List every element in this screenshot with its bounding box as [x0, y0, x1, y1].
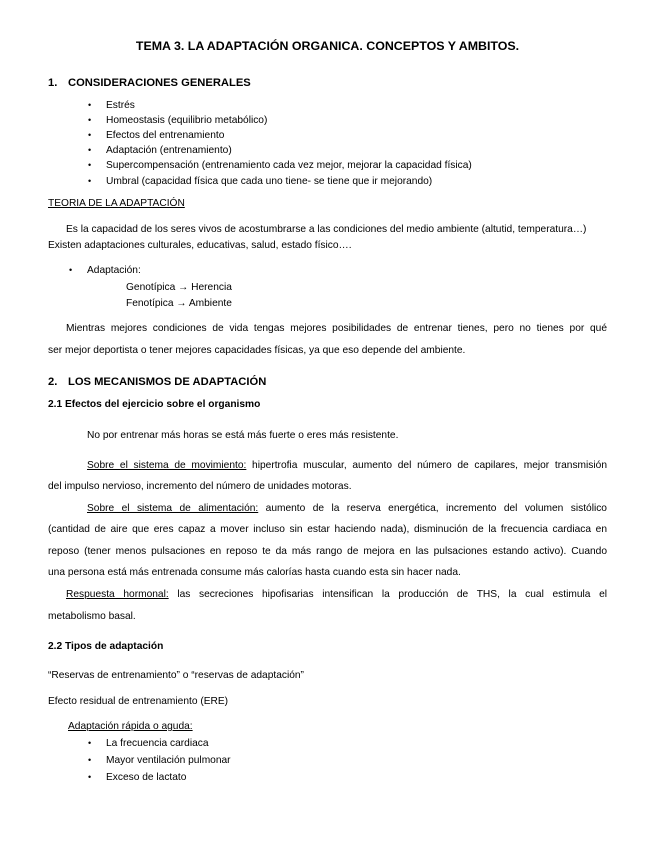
- bullet-icon: •: [88, 772, 92, 782]
- bullet-icon: •: [69, 265, 73, 275]
- section-2-heading: [48, 376, 266, 388]
- section-2-title: LOS MECANISMOS DE ADAPTACIÓN: [68, 376, 267, 388]
- theory-text-line: Es la capacidad de los seres vivos de acostumbrarse a las condiciones del medio ambiente (altutid, temperatura…): [66, 224, 587, 235]
- paragraph-line: (cantidad de aire que eres capaz a mover incluso sin estar haciendo nada), disminución de la frecuencia cardiaca en: [48, 524, 607, 535]
- page-title: TEMA 3. LA ADAPTACIÓN ORGANICA. CONCEPTOS Y AMBITOS.: [135, 39, 520, 53]
- movimiento-label: Sobre el sistema de movimiento:: [87, 460, 247, 471]
- bullet-icon: •: [88, 100, 92, 110]
- list-item: • La frecuencia cardiaca: [88, 738, 209, 749]
- paragraph-line: una persona está más entrenada consume más calorías hasta cuando esta sin hacer nada.: [48, 567, 461, 578]
- theory-text-line: Existen adaptaciones culturales, educativas, salud, estado físico….: [48, 240, 352, 251]
- bullet-icon: •: [88, 145, 92, 155]
- bullet-icon: •: [88, 755, 92, 765]
- alimentacion-label: Sobre el sistema de alimentación:: [87, 503, 259, 514]
- bullet-icon: •: [88, 738, 92, 748]
- genotipica-line: Genotípica → Herencia: [126, 282, 232, 293]
- list-item: • Exceso de lactato: [88, 772, 187, 783]
- bullet-icon: •: [88, 160, 92, 170]
- list-item: • Supercompensación (entrenamiento cada vez mejor, mejorar la capacidad física): [88, 160, 472, 171]
- reservas-line: “Reservas de entrenamiento” o “reservas de adaptación”: [48, 670, 304, 681]
- paragraph-line: No por entrenar más horas se está más fuerte o eres más resistente.: [87, 430, 399, 441]
- hormonal-line: Respuesta hormonal: las secreciones hipofisarias intensifican la producción de THS, la cual estimula el: [66, 589, 607, 600]
- efecto-residual-line: Efecto residual de entrenamiento (ERE): [48, 696, 229, 707]
- theory-heading: TEORIA DE LA ADAPTACIÓN: [48, 198, 185, 209]
- rapida-heading: Adaptación rápida o aguda:: [68, 721, 193, 732]
- list-item: • Homeostasis (equilibrio metabólico): [88, 115, 268, 126]
- bullet-icon: •: [88, 115, 92, 125]
- list-item: • Adaptación:: [69, 265, 141, 276]
- section-1-number: 1.: [48, 77, 58, 89]
- list-item: • Mayor ventilación pulmonar: [88, 755, 231, 766]
- bullet-icon: •: [88, 176, 92, 186]
- bullet-icon: •: [88, 130, 92, 140]
- paragraph-line: metabolismo basal.: [48, 611, 136, 622]
- list-item: • Estrés: [88, 100, 135, 111]
- paragraph-line: reposo (tener menos pulsaciones en reposo te da más rango de mejora en las pulsaciones estando activo). Cuando: [48, 546, 607, 557]
- section-2-number: 2.: [48, 376, 58, 388]
- list-item: • Adaptación (entrenamiento): [88, 145, 232, 156]
- paragraph-line: ser mejor deportista o tener mejores capacidades físicas, ya que eso depende del ambiente.: [48, 345, 466, 356]
- section-1-title: CONSIDERACIONES GENERALES: [68, 77, 251, 89]
- subsection-2-2-heading: 2.2 Tipos de adaptación: [48, 641, 164, 652]
- alimentacion-line: Sobre el sistema de alimentación: aumento de la reserva energética, incremento del volumen sistólico: [87, 503, 607, 514]
- hormonal-label: Respuesta hormonal:: [66, 589, 169, 600]
- list-item: • Umbral (capacidad física que cada uno tiene- se tiene que ir mejorando): [88, 176, 433, 187]
- movimiento-line: Sobre el sistema de movimiento: hipertrofia muscular, aumento del número de capilares, mejor transmisión: [87, 460, 607, 471]
- list-item: • Efectos del entrenamiento: [88, 130, 225, 141]
- fenotipica-line: Fenotípica → Ambiente: [126, 298, 232, 309]
- section-1-heading: [48, 77, 251, 89]
- paragraph-line: del impulso nervioso, incremento del número de unidades motoras.: [48, 481, 352, 492]
- subsection-2-1-heading: 2.1 Efectos del ejercicio sobre el organismo: [48, 399, 261, 410]
- paragraph-line: Mientras mejores condiciones de vida tengas mejores posibilidades de entrenar tienes, pero no tienes por qué: [66, 323, 607, 334]
